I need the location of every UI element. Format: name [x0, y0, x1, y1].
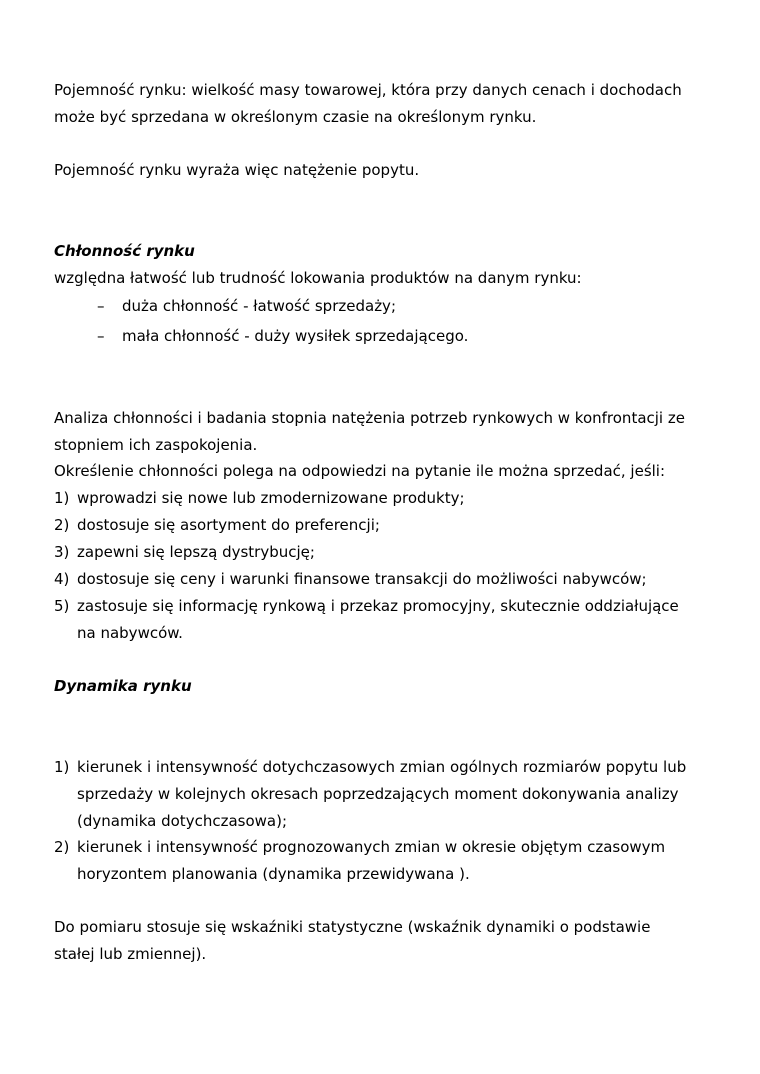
dynamics-footer-line-2: stałej lub zmiennej). [54, 945, 207, 963]
list-item-text: wprowadzi się nowe lub zmodernizowane produkty; [77, 489, 465, 507]
dynamics-heading: Dynamika rynku [54, 677, 192, 695]
analysis-line-2: stopniem ich zaspokojenia. [54, 436, 258, 454]
list-number: 5) [54, 597, 70, 615]
analysis-line-1: Analiza chłonności i badania stopnia natężenia potrzeb rynkowych w konfrontacji ze [54, 409, 685, 427]
list-item-text-continuation: horyzontem planowania (dynamika przewidywana ). [77, 865, 470, 883]
list-number: 1) [54, 489, 70, 507]
list-item-text: kierunek i intensywność dotychczasowych zmian ogólnych rozmiarów popytu lub [77, 758, 687, 776]
list-number: 4) [54, 570, 70, 588]
list-item-text: zapewni się lepszą dystrybucję; [77, 543, 315, 561]
dynamics-footer-line-1: Do pomiaru stosuje się wskaźniki statystyczne (wskaźnik dynamiki o podstawie [54, 918, 651, 936]
capacity-line-2: może być sprzedana w określonym czasie na określonym rynku. [54, 108, 537, 126]
bullet-marker: – [97, 297, 105, 315]
list-number: 2) [54, 516, 70, 534]
list-number: 1) [54, 758, 70, 776]
absorbency-heading: Chłonność rynku [54, 242, 195, 260]
bullet-text: mała chłonność - duży wysiłek sprzedającego. [122, 327, 469, 345]
list-item-text: dostosuje się ceny i warunki finansowe transakcji do możliwości nabywców; [77, 570, 647, 588]
list-item-text-continuation: (dynamika dotychczasowa); [77, 812, 287, 830]
bullet-text: duża chłonność - łatwość sprzedaży; [122, 297, 396, 315]
capacity-line-3: Pojemność rynku wyraża więc natężenie popytu. [54, 161, 420, 179]
list-item-text: zastosuje się informację rynkową i przekaz promocyjny, skutecznie oddziałujące [77, 597, 679, 615]
capacity-line-1: Pojemność rynku: wielkość masy towarowej, która przy danych cenach i dochodach [54, 81, 682, 99]
list-item-text: kierunek i intensywność prognozowanych zmian w okresie objętym czasowym [77, 838, 666, 856]
list-item-text: dostosuje się asortyment do preferencji; [77, 516, 380, 534]
list-item-text-continuation: na nabywców. [77, 624, 183, 642]
list-number: 2) [54, 838, 70, 856]
analysis-line-3: Określenie chłonności polega na odpowiedzi na pytanie ile można sprzedać, jeśli: [54, 462, 666, 480]
bullet-marker: – [97, 327, 105, 345]
list-number: 3) [54, 543, 70, 561]
absorbency-intro: względna łatwość lub trudność lokowania produktów na danym rynku: [54, 269, 582, 287]
list-item-text-continuation: sprzedaży w kolejnych okresach poprzedzających moment dokonywania analizy [77, 785, 679, 803]
